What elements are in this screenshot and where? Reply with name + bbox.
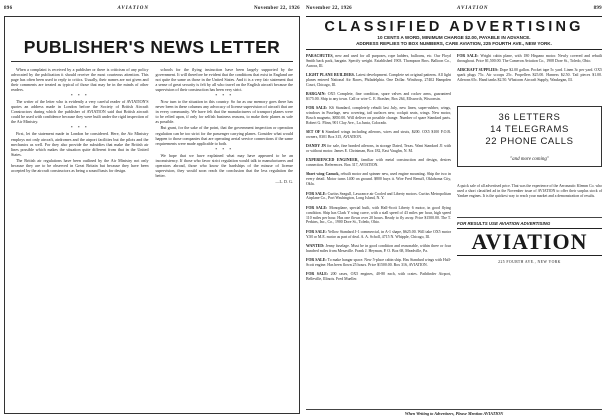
ad-keyword: FOR SALE: (306, 191, 327, 196)
results-note: A quick sale of all advertised price. That was the experience of the Aeronautic Klemm Co. who used a short classified ad in the November issue of AVIATION to offer their surplus stock of Yankee engines. It is the quickest way to reach your market and a demonstration of results. (457, 183, 602, 198)
classified-ad (306, 144, 451, 154)
section-divider: * * * (70, 93, 89, 99)
ad-keyword: FOR SALE: (306, 229, 327, 234)
ad-text: K6 Standard, completely rebuilt last July, new linen, super-rubber, wings, windows in Fuselage, new covering, tail surfaces new, cockpit seats, wings. New motor, Bosch magneto, $850.00. Will deliver on possible change. Number of spare Standard parts. Robert G. Flinn, 901 Clay Ave., La Junta, Colorado. (306, 106, 451, 126)
classified-ad (457, 68, 602, 83)
signature: —L. D. G. (275, 178, 293, 184)
paragraph: The British air regulations have been outlined by the Air Ministry not only because they are to be observed in Great Britain but because they have been accepted by the aircraft constructors as being a sound basis for design. (11, 157, 149, 173)
classified-ad (306, 130, 451, 140)
left-page (4, 6, 300, 416)
right-page-number: 899 (593, 6, 602, 11)
ad-keyword: PARACHUTES, (306, 54, 334, 58)
classified-address: ADDRESS REPLIES TO BOX NUMBERS, CARE AVIATION, 225 FOURTH AVE., NEW YORK. (356, 41, 552, 46)
ad-text: Dope $2.00 gallon. Pocket tape 5c yard. Linen 3c per yard. OX5 spark plugs 75c. Air scoops 25c. Propellers $25.00. Harness $2.50. Tail pieces $1.00. Ailerons 65c. Hand tanks $2.50. Whatcom Aircraft Supply, Waukegan, Ill. (457, 68, 602, 82)
classified-column-1 (306, 54, 451, 286)
ad-keyword: WANTED: (306, 243, 325, 248)
results-telegrams: 14 TELEGRAMS (490, 123, 569, 135)
right-page (306, 6, 602, 416)
paragraph: But grant, for the sake of the point, that the government inspection or operation regulation can be too strict for the passenger carrying planes. Consider what would happen to those companies that are operating aerial service connections if the same requirements were made applicable to both. (155, 125, 293, 146)
for-results-line: FOR RESULTS USE AVIATION ADVERTISING (457, 221, 551, 227)
paragraph: When a complaint is received by a publisher or there is criticism of any policy advocated by the publication it should receive the most courteous attention. This page has often been used to reply to critics. Usually, their names are not given and their comments are treated as typical of those that may be in the minds of other readers. (11, 67, 149, 93)
ad-text: Curtiss Seagull, Lawrance air Cooled and Liberty motors. Curtiss Metropolitan Airplane Co., Port Washington, Long Island, N. Y. (306, 191, 451, 201)
classified-ad (306, 192, 451, 202)
left-magazine-name: AVIATION (117, 6, 149, 11)
classified-ad (306, 106, 451, 126)
right-running-head (306, 6, 602, 13)
aviation-logo: AVIATION (457, 228, 602, 256)
classified-ad (306, 272, 451, 282)
classified-ad (306, 206, 451, 226)
classified-rates: 10 CENTS A WORD, MINIMUM CHARGE $2.00, PAYABLE IN ADVANCE. (377, 35, 531, 40)
ad-text: Latest development. Complete set original patterns. All light planes entered National Air Races, Philadelphia. One Dollar. Winthrop, 27402 Hampden Court, Chicago, Ill. (306, 73, 451, 87)
classified-ad (306, 244, 451, 254)
results-more-coming: "and more coming" (509, 156, 549, 162)
left-page-number: 896 (4, 6, 13, 11)
ad-text: Monoplane, special built, with Hall-Scott Liberty 6 motor, in good flying condition. Ship has Clark Y wing curve, with a stall speed of 43 miles per hour, high speed 110 miles per hour. Has one flown over 20 hours. Ready to fly away. Price $1500.00. The T. Perkins, Inc., Co., 1900 Dore St., Toledo, Ohio. (306, 205, 451, 225)
news-letter-box (4, 16, 300, 414)
ad-text: To make hangar space. New 5-place cabin ship. Has Standard wings with Hall-Scott engine. Has been flown 25 hours. Price $1500.00. Box 316, AVIATION. (306, 257, 451, 267)
ad-keyword: FOR SALE: (306, 106, 328, 111)
ad-keyword: AIRCRAFT SUPPLIES: (457, 68, 499, 73)
news-letter-title: PUBLISHER'S NEWS LETTER (11, 37, 293, 62)
aviation-advertising-block (457, 217, 602, 264)
ad-text: Yellow Standard J-1 commercial, in A-1 shape, $625.00. Will take OX5 motor Y.M or M.E. motor as part of deal. A. A. Scholl, 4715 N. Whipple, Chicago, Ill. (306, 229, 451, 239)
ad-text: for sale, fine bonded ailerons, in storage Dated, Texas. Want Standard J1 with or without motor. James E. Christman, Box 182, East Vaughn, N. M. (306, 144, 451, 154)
paragraph: We hope that we have explained what may have appeared to be an inconsistency. If those who favor strict regulation would talk to manufacturers and operators abroad, those who know the hardships of the misuse of license supervision, they would soon reach the conclusion that the less regulation the better. (155, 152, 293, 178)
news-letter-column-1 (11, 67, 149, 184)
classified-header (306, 16, 602, 50)
results-phone-calls: 22 PHONE CALLS (485, 135, 574, 147)
left-issue-date: November 22, 1926 (254, 6, 300, 11)
paragraph: The writer of the letter who is evidently a very careful reader of AVIATION'S quotes an address made in London before the Society of British Aircraft Constructors during which the publisher of AVIATION said that British aircraft could be used with confidence because they were built under the rigid inspection of the Air Ministry. (11, 99, 149, 125)
aviation-address: 225 FOURTH AVE., NEW YORK (498, 260, 561, 265)
news-letter-column-2 (156, 67, 294, 184)
classified-title: CLASSIFIED ADVERTISING (324, 19, 584, 35)
ad-text: rebuilt motor and spinner new, used engine mounting. Ship the two in every detail. Motor turns 1400 on ground. $800 buys it. Wire Fred Renuff, Oklahoma City, Okla. (306, 172, 451, 187)
classified-ad (306, 158, 451, 168)
ad-text: Jenny fuselage. Must be in good condition and reasonable, within three or four hundred miles from Mesaville. Frank J. Heyman, P. O. Box 68, Meadville, Pa. (306, 243, 451, 253)
left-running-head (4, 6, 300, 13)
footer-note: When Writing to Advertisers, Please Mention AVIATION (306, 409, 602, 416)
right-issue-date: November 22, 1926 (306, 6, 352, 11)
classified-ad (306, 73, 451, 88)
ad-keyword: SET OF 6 (306, 130, 324, 135)
paragraph: schools for the flying instruction have been largely supported by the government. It will therefore be evident that the conditions that exist in England are not quite the same as those in the United States. And it is a very fair statement that a sense of great security is felt by all who travel on the English aircraft because the supervision of their construction has been very strict. (155, 67, 293, 93)
classified-ad (306, 54, 451, 69)
classified-ad (306, 258, 451, 268)
ad-keyword: FOR SALE: (306, 257, 327, 262)
ad-text: new and used for all purposes, rope ladders, balloons, etc. Our Floyd Smith back pack, bargain. Specify weight. Established 1903. Thompson Bros. Balloon Co., Aurora, Ill. (306, 54, 451, 68)
ad-keyword: FOR SALE: (306, 271, 329, 276)
section-divider: * * * (215, 146, 234, 152)
ad-text: Wright cabin plane, with 180 Hispano motor. Newly covered and rebuilt throughout. Price $1,500.00. The Cameron Aviation Co., 1908 Dore St., Toledo, Ohio. (457, 54, 602, 63)
classified-ad (306, 172, 451, 187)
right-magazine-name: AVIATION (457, 6, 489, 11)
section-divider: * * * (70, 125, 89, 131)
ad-text: Standard wings including ailerons, wires and struts, $200. OX5 $100 F.O.B. owners, 8301 Box 315, AVIATION. (306, 130, 451, 140)
ad-keyword: EXPERIENCED ENGINEER, (306, 158, 359, 163)
results-letters: 36 LETTERS (498, 111, 561, 123)
classified-column-2 (457, 54, 602, 286)
classified-ad (306, 230, 451, 240)
ad-keyword: Short wing Canuck, (306, 172, 340, 177)
classified-ad (457, 54, 602, 64)
ad-keyword: BARGAIN: (306, 92, 326, 97)
section-divider: * * * (215, 93, 234, 99)
paragraph: Now turn to the situation in this country. So far as our memory goes there has never been in these columns any advocacy of license supervision of aircraft that are in every community. We have felt that the manufacturers of transport planes were to be relied upon, if only for selfish business reasons, to make their planes as safe as possible. (155, 99, 293, 125)
ad-keyword: FOR SALE: (457, 54, 479, 58)
ad-text: familiar with metal construction and design, desires connection. References. Box 317, AVIATION. (306, 158, 451, 168)
results-box (457, 106, 602, 167)
ad-text: OX5 Complete, fine condition, spare valves and rocker arms, guaranteed $175.00. Ship to any town. Call or wire C. E. Brasher, Box 264, Ellsworth, Wisconsin. (306, 92, 451, 102)
ad-keyword: LIGHT PLANE BUILDERS. (306, 73, 355, 78)
ad-keyword: FOR SALE: (306, 205, 328, 210)
paragraph: First, let the statement made in London be considered. Here, the Air Ministry employs not only aircraft, airdromes and the airport facilities but the pilots and the mechanics as well. For they also provide the subsidies that make the British air lines possible which makes the situation quite different from that in the United States. (11, 131, 149, 157)
ad-text: 200 cases, OX5 engines, 40-80 each, with crates. Pathfinder Airport, Belleville, Illinois. Fred Mueller. (306, 271, 451, 281)
ad-keyword: DANDY JN (306, 144, 326, 149)
classified-ad (306, 92, 451, 102)
